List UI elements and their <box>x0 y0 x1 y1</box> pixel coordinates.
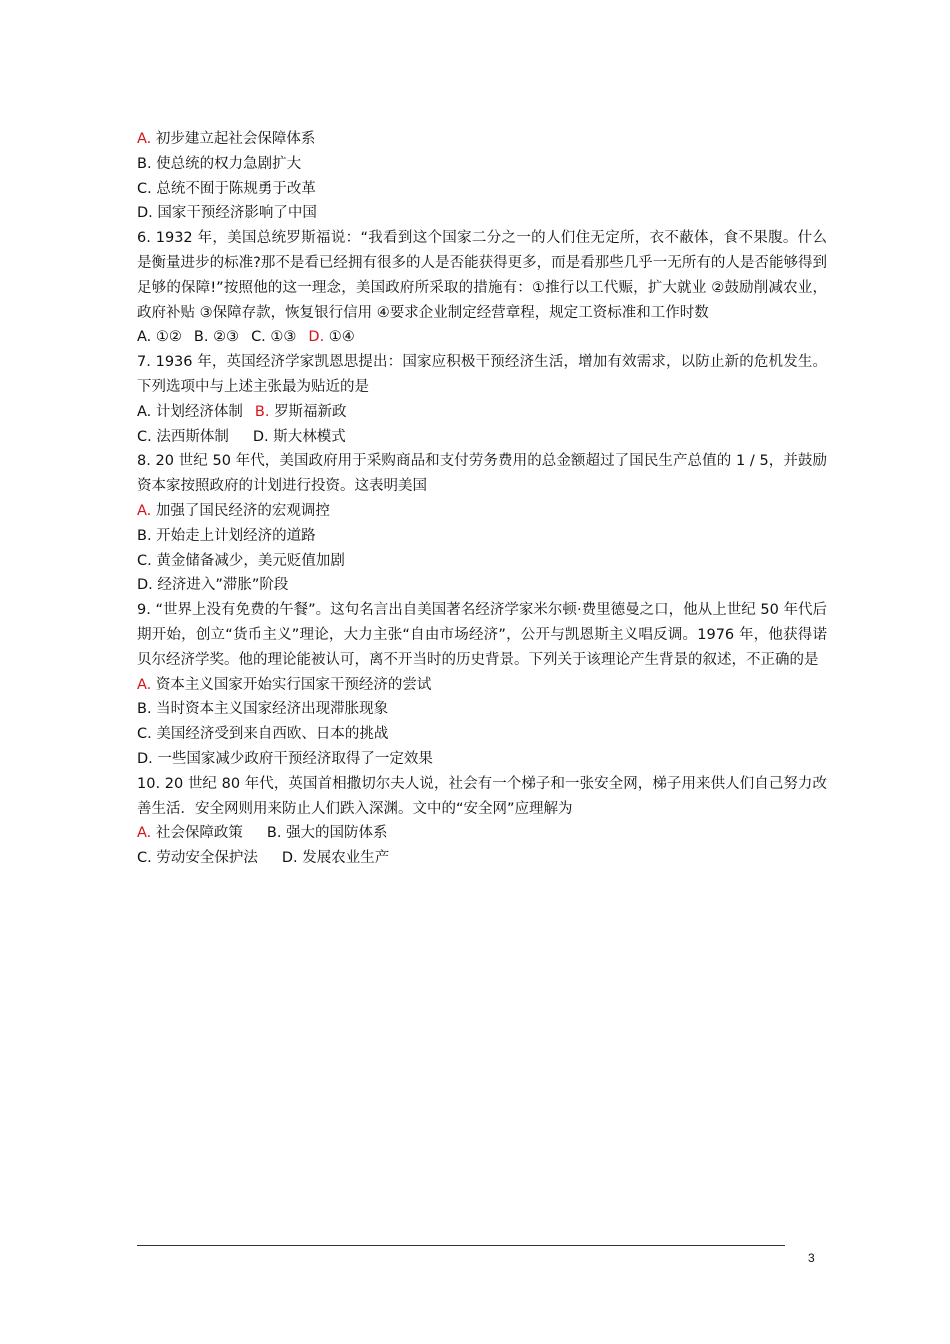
question-9-option-c <box>137 722 827 747</box>
option-letter: B. <box>193 329 209 346</box>
option-text: 计划经济体制 <box>155 403 243 420</box>
page-number: 3 <box>808 1251 815 1265</box>
option-text: ①③ <box>270 329 297 346</box>
option-text: 斯大林模式 <box>273 428 346 445</box>
option-text: ①② <box>155 329 182 346</box>
option-letter: C. <box>137 726 152 743</box>
question-9-option-d <box>137 747 827 772</box>
option-text: 初步建立起社会保障体系 <box>155 131 316 147</box>
question-8-option-d <box>137 573 827 598</box>
option-text: 总统不囿于陈规勇于改革 <box>156 180 316 197</box>
question-8-option-b <box>137 524 827 549</box>
question-9-option-b <box>137 697 827 722</box>
question-10-options-ab <box>137 821 827 846</box>
option-letter: D. <box>308 329 325 346</box>
question-10-options-cd <box>137 846 827 871</box>
option-text: 罗斯福新政 <box>274 403 347 420</box>
option-letter: B. <box>266 825 282 842</box>
question-9-option-a <box>137 673 827 698</box>
option-text: 使总统的权力急剧扩大 <box>156 155 302 172</box>
option-text: ①④ <box>328 329 355 346</box>
option-letter: C. <box>137 180 152 197</box>
option-letter: D. <box>137 750 153 767</box>
question-6-options <box>137 325 827 350</box>
option-letter: B. <box>254 403 270 420</box>
option-text: 一些国家减少政府干预经济取得了一定效果 <box>157 750 433 767</box>
prev-option-d <box>137 201 827 226</box>
prev-option-b <box>137 152 827 177</box>
option-letter: C. <box>137 850 152 867</box>
option-text: 美国经济受到来自西欧、日本的挑战 <box>156 726 389 743</box>
option-letter: A. <box>137 676 152 693</box>
option-text: ②③ <box>213 329 240 346</box>
option-letter: D. <box>252 428 269 445</box>
option-text: 国家干预经济影响了中国 <box>157 205 317 222</box>
option-text: 强大的国防体系 <box>286 825 388 842</box>
option-text: 当时资本主义国家经济出现滞胀现象 <box>156 701 389 718</box>
option-letter: A. <box>137 403 152 420</box>
question-7-stem: 7. 1936 年，英国经济学家凯恩思提出：国家应积极干预经济生活，增加有效需求，以防止新的危机发生。下列选项中与上述主张最为贴近的是 <box>137 354 827 395</box>
option-letter: D. <box>137 577 153 594</box>
question-10-stem: 10. 20 世纪 80 年代，英国首相撒切尔夫人说，社会有一个梯子和一张安全网，梯子用来供人们自己努力改善生活．安全网则用来防止人们跌入深渊。文中的“安全网”应理解为 <box>137 775 827 817</box>
question-8-stem: 8. 20 世纪 50 年代，美国政府用于采购商品和支付劳务费用的总金额超过了国民生产总值的 1 / 5，并鼓励资本家按照政府的计划进行投资。这表明美国 <box>137 453 827 495</box>
option-text: 开始走上计划经济的道路 <box>156 527 316 544</box>
page-content <box>137 127 827 871</box>
option-text: 加强了国民经济的宏观调控 <box>155 502 330 519</box>
option-letter: A. <box>137 131 152 147</box>
option-letter: D. <box>137 205 153 222</box>
option-letter: D. <box>281 850 298 867</box>
question-8-option-a <box>137 499 827 524</box>
question-6-stem: 6. 1932 年，美国总统罗斯福说：“我看到这个国家二分之一的人们住无定所，衣不蔽体，食不果腹。什么是衡量进步的标准?那不是看已经拥有很多的人是否能获得更多，而是看那些几乎一无所有的人是否能够得到足够的保障!”按照他的这一理念，美国政府所采取的措施有：①推行以工代赈，扩大就业 ②鼓励削减农业，政府补贴 ③保障存款，恢复银行信用 ④要求企业制定经营章程，规定工资标准和工作时数 <box>137 230 827 321</box>
option-letter: A. <box>137 329 152 346</box>
option-text: 黄金储备减少，美元贬值加剧 <box>156 552 345 569</box>
question-9-stem: 9. “世界上没有免费的午餐”。这句名言出自美国著名经济学家米尔顿·费里德曼之口，他从上世纪 50 年代后期开始，创立“货币主义”理论，大力主张“自由市场经济”，公开与凯恩斯主义唱反调。1976 年，他获得诺贝尔经济学奖。他的理论能被认可，离不开当时的历史背景。下列关于该理论产生背景的叙述，不正确的是 <box>137 602 827 668</box>
option-letter: A. <box>137 825 152 842</box>
question-7-options-ab <box>137 400 827 425</box>
option-letter: A. <box>137 502 152 519</box>
option-text: 经济进入”滞胀”阶段 <box>157 577 289 594</box>
option-letter: B. <box>137 701 152 718</box>
prev-option-a <box>137 127 827 152</box>
option-letter: C. <box>137 552 152 569</box>
option-letter: B. <box>137 527 152 544</box>
option-letter: C. <box>137 428 152 445</box>
option-text: 社会保障政策 <box>155 825 243 842</box>
prev-option-c <box>137 177 827 202</box>
question-8-option-c <box>137 549 827 574</box>
option-text: 发展农业生产 <box>302 850 390 867</box>
option-letter: B. <box>137 155 152 172</box>
question-7-options-cd <box>137 425 827 450</box>
option-text: 资本主义国家开始实行国家干预经济的尝试 <box>155 676 432 693</box>
footer-divider <box>137 1245 785 1246</box>
option-text: 法西斯体制 <box>156 428 229 445</box>
option-letter: C. <box>251 329 266 346</box>
option-text: 劳动安全保护法 <box>156 850 258 867</box>
